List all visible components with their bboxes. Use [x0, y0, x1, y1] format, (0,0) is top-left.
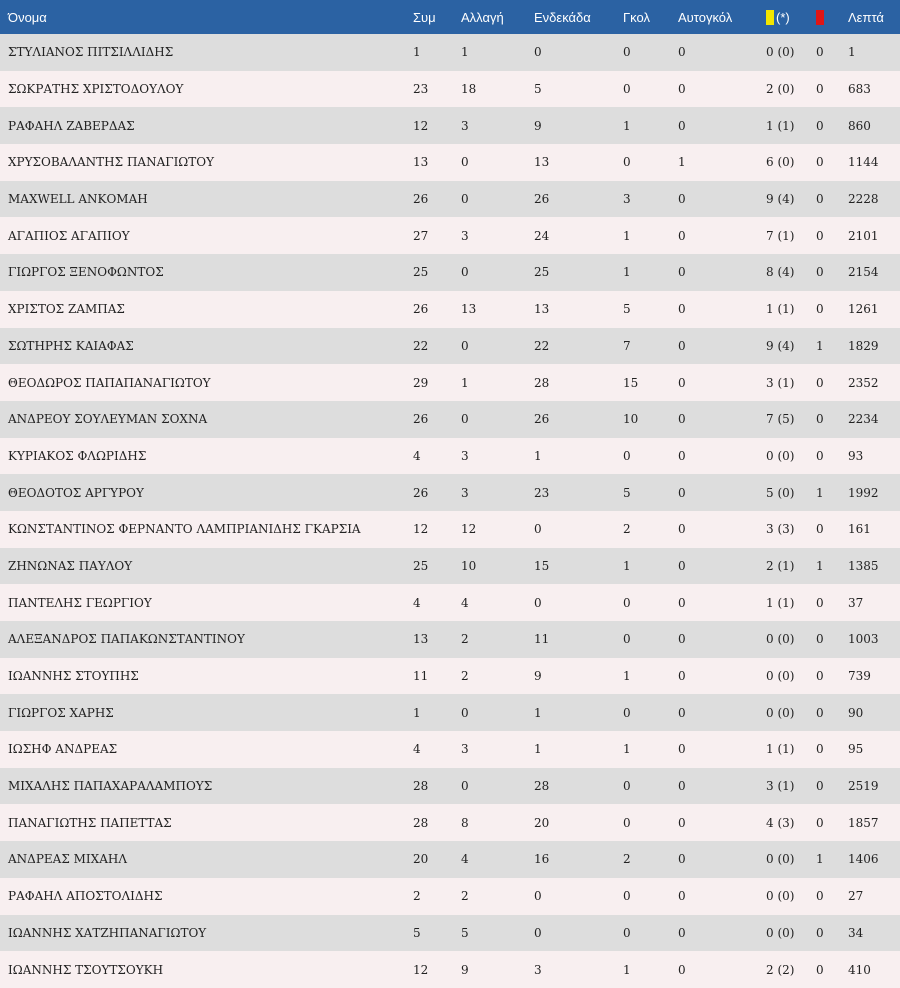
red-cards-cell: 1: [816, 841, 848, 878]
table-row: [0, 768, 900, 805]
own-goals-cell: 0: [678, 804, 766, 841]
starts-cell: 0: [534, 584, 623, 621]
table-row: [0, 841, 900, 878]
minutes-cell: 2234: [848, 401, 900, 438]
minutes-cell: 860: [848, 107, 900, 144]
table-row: [0, 915, 900, 952]
goals-cell: 2: [623, 511, 678, 548]
subs-cell: 1: [461, 34, 534, 71]
starts-cell: 0: [534, 915, 623, 952]
apps-cell: 11: [413, 658, 461, 695]
apps-cell: 23: [413, 71, 461, 108]
red-cards-cell: 0: [816, 107, 848, 144]
table-row: [0, 364, 900, 401]
minutes-cell: 2519: [848, 768, 900, 805]
goals-cell: 15: [623, 364, 678, 401]
goals-cell: 7: [623, 328, 678, 365]
table-row: [0, 731, 900, 768]
minutes-cell: 1: [848, 34, 900, 71]
minutes-cell: 93: [848, 438, 900, 475]
red-cards-cell: 0: [816, 804, 848, 841]
yellow-cards-cell: 8 (4): [766, 254, 816, 291]
own-goals-cell: 0: [678, 951, 766, 988]
player-name-cell[interactable]: ΡΑΦΑΗΛ ΖΑΒΕΡΔΑΣ: [0, 107, 413, 144]
subs-cell: 4: [461, 841, 534, 878]
header-own-goals[interactable]: Αυτογκόλ: [678, 0, 766, 34]
starts-cell: 0: [534, 511, 623, 548]
goals-cell: 5: [623, 474, 678, 511]
subs-cell: 5: [461, 915, 534, 952]
subs-cell: 2: [461, 878, 534, 915]
minutes-cell: 2154: [848, 254, 900, 291]
player-name-cell[interactable]: ΓΙΩΡΓΟΣ ΧΑΡΗΣ: [0, 694, 413, 731]
table-row: [0, 951, 900, 988]
yellow-cards-cell: 2 (2): [766, 951, 816, 988]
goals-cell: 0: [623, 621, 678, 658]
starts-cell: 26: [534, 401, 623, 438]
player-name-cell[interactable]: MAXWELL ΑΝΚΟΜΑΗ: [0, 181, 413, 218]
table-row: [0, 144, 900, 181]
apps-cell: 28: [413, 768, 461, 805]
minutes-cell: 1992: [848, 474, 900, 511]
own-goals-cell: 0: [678, 438, 766, 475]
starts-cell: 25: [534, 254, 623, 291]
red-cards-cell: 0: [816, 584, 848, 621]
own-goals-cell: 0: [678, 34, 766, 71]
minutes-cell: 2101: [848, 217, 900, 254]
table-row: [0, 291, 900, 328]
red-cards-cell: 1: [816, 548, 848, 585]
apps-cell: 28: [413, 804, 461, 841]
subs-cell: 13: [461, 291, 534, 328]
table-row: [0, 878, 900, 915]
apps-cell: 12: [413, 951, 461, 988]
yellow-cards-cell: 0 (0): [766, 915, 816, 952]
goals-cell: 3: [623, 181, 678, 218]
starts-cell: 20: [534, 804, 623, 841]
player-name-cell[interactable]: ΧΡΙΣΤΟΣ ΖΑΜΠΑΣ: [0, 291, 413, 328]
starts-cell: 3: [534, 951, 623, 988]
own-goals-cell: 0: [678, 474, 766, 511]
apps-cell: 4: [413, 438, 461, 475]
yellow-cards-cell: 0 (0): [766, 878, 816, 915]
subs-cell: 10: [461, 548, 534, 585]
red-cards-cell: 0: [816, 951, 848, 988]
header-red-cards[interactable]: [816, 0, 848, 34]
own-goals-cell: 0: [678, 694, 766, 731]
goals-cell: 0: [623, 584, 678, 621]
own-goals-cell: 0: [678, 107, 766, 144]
minutes-cell: 161: [848, 511, 900, 548]
apps-cell: 27: [413, 217, 461, 254]
table-body: [0, 34, 900, 988]
player-name-cell[interactable]: ΙΩΑΝΝΗΣ ΣΤΟΥΠΗΣ: [0, 658, 413, 695]
header-yellow-cards[interactable]: [766, 0, 816, 34]
minutes-cell: 1144: [848, 144, 900, 181]
own-goals-cell: 0: [678, 291, 766, 328]
apps-cell: 20: [413, 841, 461, 878]
player-name-cell[interactable]: ΖΗΝΩΝΑΣ ΠΑΥΛΟΥ: [0, 548, 413, 585]
red-cards-cell: 0: [816, 621, 848, 658]
yellow-cards-cell: 9 (4): [766, 328, 816, 365]
goals-cell: 0: [623, 144, 678, 181]
subs-cell: 8: [461, 804, 534, 841]
table-row: [0, 621, 900, 658]
starts-cell: 9: [534, 107, 623, 144]
yellow-cards-cell: 0 (0): [766, 658, 816, 695]
apps-cell: 25: [413, 254, 461, 291]
yellow-cards-cell: 2 (1): [766, 548, 816, 585]
red-cards-cell: 0: [816, 364, 848, 401]
own-goals-cell: 0: [678, 621, 766, 658]
starts-cell: 1: [534, 438, 623, 475]
red-cards-cell: 0: [816, 694, 848, 731]
red-cards-cell: 0: [816, 878, 848, 915]
player-name-cell[interactable]: ΡΑΦΑΗΛ ΑΠΟΣΤΟΛΙΔΗΣ: [0, 878, 413, 915]
apps-cell: 26: [413, 291, 461, 328]
starts-cell: 5: [534, 71, 623, 108]
minutes-cell: 1385: [848, 548, 900, 585]
goals-cell: 0: [623, 694, 678, 731]
subs-cell: 0: [461, 401, 534, 438]
goals-cell: 0: [623, 768, 678, 805]
table-row: [0, 401, 900, 438]
yellow-cards-cell: 0 (0): [766, 841, 816, 878]
starts-cell: 13: [534, 144, 623, 181]
red-cards-cell: 0: [816, 291, 848, 328]
apps-cell: 26: [413, 474, 461, 511]
apps-cell: 1: [413, 34, 461, 71]
goals-cell: 5: [623, 291, 678, 328]
yellow-cards-cell: 7 (5): [766, 401, 816, 438]
minutes-cell: 27: [848, 878, 900, 915]
subs-cell: 18: [461, 71, 534, 108]
apps-cell: 5: [413, 915, 461, 952]
own-goals-cell: 0: [678, 584, 766, 621]
starts-cell: 9: [534, 658, 623, 695]
table-row: [0, 254, 900, 291]
apps-cell: 26: [413, 401, 461, 438]
header-minutes[interactable]: Λεπτά: [848, 0, 900, 34]
minutes-cell: 739: [848, 658, 900, 695]
player-name-cell[interactable]: ΑΛΕΞΑΝΔΡΟΣ ΠΑΠΑΚΩΝΣΤΑΝΤΙΝΟΥ: [0, 621, 413, 658]
player-name-cell[interactable]: ΜΙΧΑΛΗΣ ΠΑΠΑΧΑΡΑΛΑΜΠΟΥΣ: [0, 768, 413, 805]
goals-cell: 0: [623, 878, 678, 915]
own-goals-cell: 0: [678, 548, 766, 585]
yellow-cards-cell: 0 (0): [766, 34, 816, 71]
subs-cell: 3: [461, 438, 534, 475]
player-name-cell[interactable]: ΙΩΑΝΝΗΣ ΤΣΟΥΤΣΟΥΚΗ: [0, 951, 413, 988]
starts-cell: 23: [534, 474, 623, 511]
own-goals-cell: 0: [678, 364, 766, 401]
minutes-cell: 1003: [848, 621, 900, 658]
goals-cell: 0: [623, 34, 678, 71]
player-name-cell[interactable]: ΣΤΥΛΙΑΝΟΣ ΠΙΤΣΙΛΛΙΔΗΣ: [0, 34, 413, 71]
subs-cell: 3: [461, 217, 534, 254]
player-name-cell[interactable]: ΑΝΔΡΕΟΥ ΣΟΥΛΕΥΜΑΝ ΣΟΧΝΑ: [0, 401, 413, 438]
yellow-card-icon: [766, 10, 774, 25]
table-row: [0, 511, 900, 548]
starts-cell: 24: [534, 217, 623, 254]
yellow-cards-cell: 2 (0): [766, 71, 816, 108]
goals-cell: 1: [623, 217, 678, 254]
apps-cell: 1: [413, 694, 461, 731]
table-row: [0, 438, 900, 475]
player-name-cell[interactable]: ΣΩΤΗΡΗΣ ΚΑΙΑΦΑΣ: [0, 328, 413, 365]
own-goals-cell: 0: [678, 401, 766, 438]
minutes-cell: 1857: [848, 804, 900, 841]
goals-cell: 0: [623, 71, 678, 108]
red-cards-cell: 0: [816, 401, 848, 438]
goals-cell: 0: [623, 804, 678, 841]
subs-cell: 0: [461, 328, 534, 365]
table-row: [0, 474, 900, 511]
player-name-cell[interactable]: ΚΩΝΣΤΑΝΤΙΝΟΣ ΦΕΡΝΑΝΤΟ ΛΑΜΠΡΙΑΝΙΔΗΣ ΓΚΑΡΣΙΑ: [0, 511, 413, 548]
subs-cell: 0: [461, 181, 534, 218]
subs-cell: 4: [461, 584, 534, 621]
subs-cell: 0: [461, 254, 534, 291]
apps-cell: 22: [413, 328, 461, 365]
subs-cell: 12: [461, 511, 534, 548]
player-name-cell[interactable]: ΠΑΝΤΕΛΗΣ ΓΕΩΡΓΙΟΥ: [0, 584, 413, 621]
starts-cell: 1: [534, 731, 623, 768]
yellow-cards-cell: 3 (1): [766, 768, 816, 805]
header-subs[interactable]: Αλλαγή: [461, 0, 534, 34]
apps-cell: 4: [413, 731, 461, 768]
apps-cell: 12: [413, 107, 461, 144]
player-name-cell[interactable]: ΙΩΑΝΝΗΣ ΧΑΤΖΗΠΑΝΑΓΙΩΤΟΥ: [0, 915, 413, 952]
red-cards-cell: 0: [816, 438, 848, 475]
red-cards-cell: 0: [816, 511, 848, 548]
starts-cell: 11: [534, 621, 623, 658]
own-goals-cell: 0: [678, 181, 766, 218]
yellow-cards-cell: 1 (1): [766, 291, 816, 328]
starts-cell: 1: [534, 694, 623, 731]
player-name-cell[interactable]: ΧΡΥΣΟΒΑΛΑΝΤΗΣ ΠΑΝΑΓΙΩΤΟΥ: [0, 144, 413, 181]
goals-cell: 1: [623, 731, 678, 768]
own-goals-cell: 0: [678, 841, 766, 878]
red-cards-cell: 0: [816, 731, 848, 768]
subs-cell: 0: [461, 694, 534, 731]
player-name-cell[interactable]: ΚΥΡΙΑΚΟΣ ΦΛΩΡΙΔΗΣ: [0, 438, 413, 475]
yellow-cards-cell: 9 (4): [766, 181, 816, 218]
subs-cell: 3: [461, 731, 534, 768]
table-row: [0, 658, 900, 695]
minutes-cell: 2352: [848, 364, 900, 401]
header-goals[interactable]: Γκολ: [623, 0, 678, 34]
own-goals-cell: 0: [678, 768, 766, 805]
red-cards-cell: 1: [816, 328, 848, 365]
subs-cell: 1: [461, 364, 534, 401]
header-yellow-suffix: (*): [776, 9, 790, 25]
player-name-cell[interactable]: ΙΩΣΗΦ ΑΝΔΡΕΑΣ: [0, 731, 413, 768]
minutes-cell: 410: [848, 951, 900, 988]
own-goals-cell: 0: [678, 71, 766, 108]
goals-cell: 2: [623, 841, 678, 878]
starts-cell: 0: [534, 878, 623, 915]
yellow-cards-cell: 1 (1): [766, 107, 816, 144]
player-name-cell[interactable]: ΑΓΑΠΙΟΣ ΑΓΑΠΙΟΥ: [0, 217, 413, 254]
red-cards-cell: 1: [816, 474, 848, 511]
red-cards-cell: 0: [816, 217, 848, 254]
minutes-cell: 34: [848, 915, 900, 952]
subs-cell: 0: [461, 144, 534, 181]
apps-cell: 13: [413, 144, 461, 181]
red-card-icon: [816, 10, 824, 25]
starts-cell: 15: [534, 548, 623, 585]
red-cards-cell: 0: [816, 768, 848, 805]
starts-cell: 22: [534, 328, 623, 365]
minutes-cell: 90: [848, 694, 900, 731]
minutes-cell: 2228: [848, 181, 900, 218]
own-goals-cell: 0: [678, 511, 766, 548]
yellow-cards-cell: 6 (0): [766, 144, 816, 181]
own-goals-cell: 1: [678, 144, 766, 181]
apps-cell: 12: [413, 511, 461, 548]
own-goals-cell: 0: [678, 878, 766, 915]
own-goals-cell: 0: [678, 658, 766, 695]
table-row: [0, 107, 900, 144]
table-header-row: [0, 0, 900, 34]
own-goals-cell: 0: [678, 731, 766, 768]
apps-cell: 29: [413, 364, 461, 401]
yellow-cards-cell: 0 (0): [766, 694, 816, 731]
own-goals-cell: 0: [678, 217, 766, 254]
header-starts[interactable]: Ενδεκάδα: [534, 0, 623, 34]
own-goals-cell: 0: [678, 328, 766, 365]
minutes-cell: 37: [848, 584, 900, 621]
apps-cell: 4: [413, 584, 461, 621]
subs-cell: 2: [461, 621, 534, 658]
table-row: [0, 71, 900, 108]
subs-cell: 3: [461, 474, 534, 511]
red-cards-cell: 0: [816, 254, 848, 291]
table-row: [0, 328, 900, 365]
minutes-cell: 1406: [848, 841, 900, 878]
red-cards-cell: 0: [816, 181, 848, 218]
apps-cell: 13: [413, 621, 461, 658]
own-goals-cell: 0: [678, 915, 766, 952]
goals-cell: 1: [623, 951, 678, 988]
goals-cell: 10: [623, 401, 678, 438]
table-row: [0, 804, 900, 841]
player-name-cell[interactable]: ΓΙΩΡΓΟΣ ΞΕΝΟΦΩΝΤΟΣ: [0, 254, 413, 291]
yellow-cards-cell: 0 (0): [766, 621, 816, 658]
player-name-cell[interactable]: ΠΑΝΑΓΙΩΤΗΣ ΠΑΠΕΤΤΑΣ: [0, 804, 413, 841]
goals-cell: 1: [623, 254, 678, 291]
starts-cell: 28: [534, 364, 623, 401]
yellow-cards-cell: 7 (1): [766, 217, 816, 254]
goals-cell: 0: [623, 915, 678, 952]
header-name[interactable]: Όνομα: [0, 0, 413, 34]
goals-cell: 0: [623, 438, 678, 475]
red-cards-cell: 0: [816, 658, 848, 695]
own-goals-cell: 0: [678, 254, 766, 291]
player-name-cell[interactable]: ΘΕΟΔΩΡΟΣ ΠΑΠΑΠΑΝΑΓΙΩΤΟΥ: [0, 364, 413, 401]
yellow-cards-cell: 3 (1): [766, 364, 816, 401]
goals-cell: 1: [623, 548, 678, 585]
yellow-cards-cell: 5 (0): [766, 474, 816, 511]
subs-cell: 9: [461, 951, 534, 988]
red-cards-cell: 0: [816, 34, 848, 71]
table-row: [0, 217, 900, 254]
goals-cell: 1: [623, 107, 678, 144]
header-apps[interactable]: Συμ: [413, 0, 461, 34]
starts-cell: 26: [534, 181, 623, 218]
yellow-cards-cell: 1 (1): [766, 584, 816, 621]
minutes-cell: 1829: [848, 328, 900, 365]
table-row: [0, 181, 900, 218]
minutes-cell: 1261: [848, 291, 900, 328]
player-name-cell[interactable]: ΘΕΟΔΟΤΟΣ ΑΡΓΥΡΟΥ: [0, 474, 413, 511]
goals-cell: 1: [623, 658, 678, 695]
table-row: [0, 584, 900, 621]
starts-cell: 13: [534, 291, 623, 328]
table-row: [0, 694, 900, 731]
apps-cell: 2: [413, 878, 461, 915]
subs-cell: 2: [461, 658, 534, 695]
starts-cell: 28: [534, 768, 623, 805]
starts-cell: 0: [534, 34, 623, 71]
red-cards-cell: 0: [816, 71, 848, 108]
apps-cell: 26: [413, 181, 461, 218]
player-name-cell[interactable]: ΑΝΔΡΕΑΣ ΜΙΧΑΗΛ: [0, 841, 413, 878]
starts-cell: 16: [534, 841, 623, 878]
minutes-cell: 95: [848, 731, 900, 768]
yellow-cards-cell: 4 (3): [766, 804, 816, 841]
table-row: [0, 548, 900, 585]
minutes-cell: 683: [848, 71, 900, 108]
subs-cell: 0: [461, 768, 534, 805]
yellow-cards-cell: 3 (3): [766, 511, 816, 548]
yellow-cards-cell: 0 (0): [766, 438, 816, 475]
subs-cell: 3: [461, 107, 534, 144]
red-cards-cell: 0: [816, 144, 848, 181]
red-cards-cell: 0: [816, 915, 848, 952]
table-row: [0, 34, 900, 71]
yellow-cards-cell: 1 (1): [766, 731, 816, 768]
apps-cell: 25: [413, 548, 461, 585]
player-name-cell[interactable]: ΣΩΚΡΑΤΗΣ ΧΡΙΣΤΟΔΟΥΛΟΥ: [0, 71, 413, 108]
